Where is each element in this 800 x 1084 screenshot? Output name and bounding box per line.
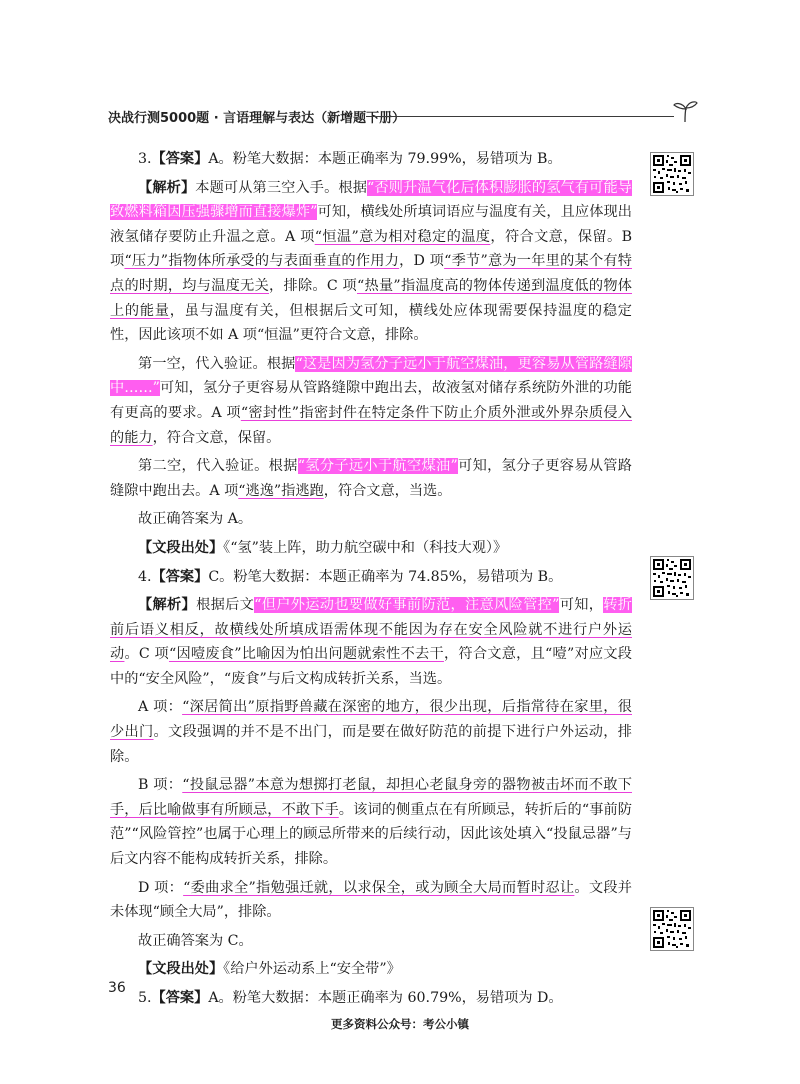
underline: “因噎废食”比喻因为怕出问题就索性不去干 — [168, 646, 444, 663]
answer-explanations — [110, 147, 632, 1015]
highlight: “这是因为氢分子远小于航空煤油，更容易从管路缝隙中……” — [110, 355, 632, 397]
page-number: 36 — [108, 980, 126, 996]
q5-answer: 5.【答案】A。粉笔大数据：本题正确率为 60.79%，易错项为 D。 — [138, 990, 563, 1006]
highlight: “但户外运动也要做好事前防范，注意风险管控” — [254, 597, 560, 614]
underline: “投鼠忌器”本意为想掷打老鼠，却担心老鼠身旁的器物被击坏而不敢下手，后比喻做事有所顾忌，不敢下手 — [110, 777, 632, 818]
q4-answer: 4.【答案】C。粉笔大数据：本题正确率为 74.85%，易错项为 B。 — [138, 568, 563, 585]
footer-note: 更多资料公众号：考公小镇 — [331, 1017, 469, 1031]
q4-analysis: 【解析】根据后文“但户外运动也要做好事前防范，注意风险管控”可知，转折前后语义相反，故横线处所填成语需体现不能因为存在安全风险就不进行户外运动。C 项“因噎废食”比喻因为怕出问题就索性不去干，符合文意，且“噎”对应文段中的“安全风险”，“废食”与后文构成转折关系，当选。 — [110, 597, 632, 687]
q3-analysis: 【解析】本题可从第三空入手。根据“否则升温气化后体积膨胀的氢气有可能导致燃料箱因压强骤增而直接爆炸”可知，横线处所填词语应与温度有关，且应体现出液氢储存要防止升温之意。A 项“恒温”意为相对稳定的温度，符合文意，保留。B 项“压力”指物体所承受的与表面垂直的作用力，D 项“季节”意为一年里的某个有特点的时期，均与温度无关，排除。C 项“热量”指温度高的物体传递到温度低的物体上的能量，虽与温度有关，但根据后文可知，横线处应体现需要保持温度的稳定性，因此该项不如 A 项“恒温”更符合文意，排除。 — [110, 179, 632, 344]
q4-option-b: B 项：“投鼠忌器”本意为想掷打老鼠，却担心老鼠身旁的器物被击坏而不敢下手，后比喻做事有所顾忌，不敢下手。该词的侧重点在有所顾忌，转折后的“事前防范”“风险管控”也属于心理上的顾忌所带来的后续行动，因此该处填入“投鼠忌器”与后文内容不能构成转折关系，排除。 — [110, 777, 632, 868]
qr-code-icon[interactable] — [650, 556, 694, 600]
q3-blank1: 第一空，代入验证。根据“这是因为氢分子远小于航空煤油，更容易从管路缝隙中……”可知，氢分子更容易从管路缝隙中跑出去，故液氢对储存系统防外泄的功能有更高的要求。A 项“密封性”指密封件在特定条件下防止介质外泄或外界杂质侵入的能力，符合文意，保留。 — [110, 355, 632, 446]
underline: “季节”意为一年里的某个有特点的时期，均与温度无关 — [110, 253, 632, 294]
qr-code-icon[interactable] — [650, 152, 694, 196]
underline: “深居简出”原指野兽藏在深密的地方，很少出现，后指常待在家里，很少出门 — [110, 699, 632, 741]
sprout-icon — [670, 96, 700, 126]
q3-blank2: 第二空，代入验证。根据“氢分子远小于航空煤油”可知，氢分子更容易从管路缝隙中跑出去。A 项“逃逸”指逃跑，符合文意，当选。 — [110, 458, 632, 499]
q4-option-a: A 项：“深居简出”原指野兽藏在深密的地方，很少出现，后指常待在家里，很少出门。文段强调的并不是不出门，而是要在做好防范的前提下进行户外运动，排除。 — [110, 699, 632, 765]
header-rule — [366, 116, 674, 117]
highlight: “氢分子远小于航空煤油” — [297, 458, 458, 475]
q4-conclusion: 故正确答案为 C。 — [138, 932, 253, 949]
q3-source: 【文段出处】《“氢”装上阵，助力航空碳中和（科技大观）》 — [138, 539, 508, 556]
book-title: 决战行测5000题 · 言语理解与表达（新增题下册） — [108, 111, 406, 126]
underline: “逃逸”指逃跑 — [238, 482, 324, 499]
highlight: 转折 — [603, 597, 632, 614]
highlight: “否则升温气化后体积膨胀的氢气有可能导致燃料箱因压强骤增而直接爆炸” — [110, 179, 632, 221]
underline: “密封性”指密封件在特定条件下防止介质外泄或外界杂质侵入的能力 — [110, 404, 632, 446]
underline: “恒温”意为相对稳定的温度 — [314, 228, 491, 245]
running-header — [108, 104, 693, 132]
q4-source: 【文段出处】《给户外运动系上“安全带”》 — [138, 961, 401, 978]
underline: “热量”指温度高的物体传递到温度低的物体上的能量 — [110, 277, 632, 319]
q3-conclusion: 故正确答案为 A。 — [138, 511, 253, 528]
q4-option-d: D 项：“委曲求全”指勉强迁就，以求保全，或为顾全大局而暂时忍让。文段并未体现“顾全大局”，排除。 — [110, 879, 632, 921]
underline: “压力”指物体所承受的与表面垂直的作用力 — [124, 253, 400, 270]
q3-answer: 3.【答案】A。粉笔大数据：本题正确率为 79.99%，易错项为 B。 — [138, 151, 562, 167]
underline: “委曲求全”指勉强迁就，以求保全，或为顾全大局而暂时忍让 — [183, 879, 575, 896]
qr-code-icon[interactable] — [650, 907, 694, 951]
underline: 前后语义相反，故横线处所填成语需体现不能因为存在安全风险就不进行户外运动 — [110, 621, 632, 663]
